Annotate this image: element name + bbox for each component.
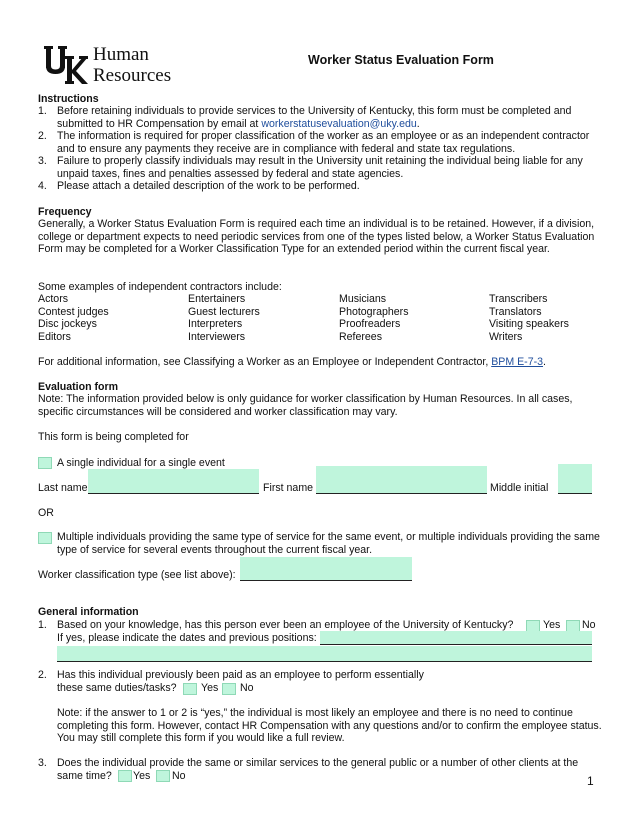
example-item: Interpreters — [188, 318, 243, 330]
last-name-label: Last name — [38, 482, 88, 494]
first-name-field[interactable] — [316, 466, 487, 494]
frequency-heading: Frequency — [38, 206, 92, 218]
list-item-number: 3. — [38, 155, 47, 167]
list-item-number: 2. — [38, 130, 47, 142]
instruction-item-2: The information is required for proper classification of the worker as an employee or as an independent contractor and to ensure any payments they receive are in compliance with federal and state tax regulations. — [57, 130, 590, 155]
instruction-item-4: Please attach a detailed description of the work to be performed. — [57, 180, 360, 192]
list-item-number: 1. — [38, 619, 47, 631]
example-item: Contest judges — [38, 305, 109, 318]
q1-followup-label: If yes, please indicate the dates and previous positions: — [57, 632, 317, 644]
example-item: Visiting speakers — [489, 318, 569, 330]
q2-yes-checkbox[interactable] — [183, 683, 197, 695]
q3-yes-checkbox[interactable] — [118, 770, 132, 782]
question-3-line2: same time? — [57, 770, 112, 782]
additional-info-end: . — [543, 356, 546, 368]
example-item: Transcribers — [489, 293, 548, 305]
instructions-heading: Instructions — [38, 93, 99, 105]
classification-type-label: Worker classification type (see list above): — [38, 569, 236, 581]
logo-wordmark: Human Resources — [93, 44, 172, 86]
uk-logo-icon — [44, 46, 88, 84]
frequency-paragraph: Generally, a Worker Status Evaluation Form is required each time an individual is to be retained. However, if a division, college or department expects to need periodic services from one of the types listed below, a Worker Status Evaluation Form may be completed for a Worker Classification Type for an extended period within the current fiscal year. — [38, 218, 595, 255]
example-item: Actors — [38, 293, 69, 305]
example-item: Disc jockeys — [38, 318, 97, 330]
question-2-line1: Has this individual previously been paid as an employee to perform essentially — [57, 669, 424, 681]
example-item: Photographers — [339, 305, 409, 318]
examples-intro: Some examples of independent contractors include: — [38, 281, 282, 293]
list-item-number: 1. — [38, 105, 47, 117]
completed-for-label: This form is being completed for — [38, 431, 189, 443]
example-item: Entertainers — [188, 293, 246, 305]
q1-yes-label: Yes — [543, 619, 561, 631]
additional-info-text: For additional information, see Classifying a Worker as an Employee or Independent Contractor, — [38, 356, 492, 368]
q1-no-label: No — [582, 619, 596, 631]
instruction-item-3: Failure to properly classify individuals may result in the University unit retaining the individual being liable for any unpaid taxes, fines and penalties assessed by federal and state agencies. — [57, 155, 583, 180]
q3-yes-label: Yes — [133, 770, 151, 782]
last-name-field[interactable] — [88, 469, 259, 494]
bpm-link[interactable]: BPM E-7-3 — [491, 356, 544, 368]
example-item: Guest lecturers — [188, 305, 260, 318]
page-number: 1 — [587, 774, 594, 788]
list-item-number: 2. — [38, 669, 47, 681]
q1-positions-field-2[interactable] — [57, 646, 592, 662]
single-individual-checkbox[interactable] — [38, 457, 52, 469]
q2-no-checkbox[interactable] — [222, 683, 236, 695]
list-item-number: 3. — [38, 757, 47, 769]
question-1-text: Based on your knowledge, has this person ever been an employee of the University of Kentucky? — [57, 619, 514, 631]
general-heading: General information — [38, 606, 139, 618]
question-3-line1: Does the individual provide the same or similar services to the general public or a number of other clients at the — [57, 757, 579, 769]
middle-initial-label: Middle initial — [490, 482, 549, 494]
email-link[interactable]: workerstatusevaluation@uky.edu — [261, 117, 417, 130]
evaluation-note: Note: The information provided below is only guidance for worker classification by Human Resources. In all cases, specific circumstances will be considered and worker classification may vary. — [38, 393, 573, 418]
example-item: Referees — [339, 330, 382, 343]
example-item: Musicians — [339, 293, 387, 305]
question-2-note: Note: if the answer to 1 or 2 is “yes,” the individual is most likely an employee and there is no need to continue completing this form. However, contact HR Compensation with any questions and/or to confirm the employee status. You may still complete this form if you would like a full review. — [57, 707, 602, 744]
example-item: Translators — [489, 305, 542, 318]
question-2-line2: these same duties/tasks? — [57, 682, 177, 694]
instruction-text: Before retaining individuals to provide services to the University of Kentucky, this form must be completed and submitted to HR Compensation by email at — [57, 105, 572, 130]
first-name-label: First name — [263, 482, 314, 494]
or-label: OR — [38, 507, 54, 519]
middle-initial-field[interactable] — [558, 464, 592, 494]
q2-no-label: No — [240, 682, 254, 694]
list-item-number: 4. — [38, 180, 47, 192]
q1-positions-field-1[interactable] — [320, 631, 592, 645]
additional-info — [38, 356, 608, 369]
evaluation-heading: Evaluation form — [38, 381, 119, 393]
instruction-text-end: . — [416, 117, 420, 130]
example-item: Editors — [38, 330, 71, 343]
q3-no-label: No — [172, 770, 186, 782]
example-item: Proofreaders — [339, 318, 401, 330]
page-title: Worker Status Evaluation Form — [308, 53, 494, 67]
single-individual-label: A single individual for a single event — [57, 457, 225, 469]
multiple-individuals-checkbox[interactable] — [38, 532, 52, 544]
example-item: Interviewers — [188, 330, 246, 343]
multiple-individuals-label: Multiple individuals providing the same type of service for the same event, or multiple individuals providing the same type of service for several events throughout the current fiscal year. — [57, 531, 600, 556]
q3-no-checkbox[interactable] — [156, 770, 170, 782]
instruction-item-1 — [57, 105, 602, 130]
example-item: Writers — [489, 330, 523, 343]
q2-yes-label: Yes — [201, 682, 219, 694]
classification-type-field[interactable] — [240, 557, 412, 581]
